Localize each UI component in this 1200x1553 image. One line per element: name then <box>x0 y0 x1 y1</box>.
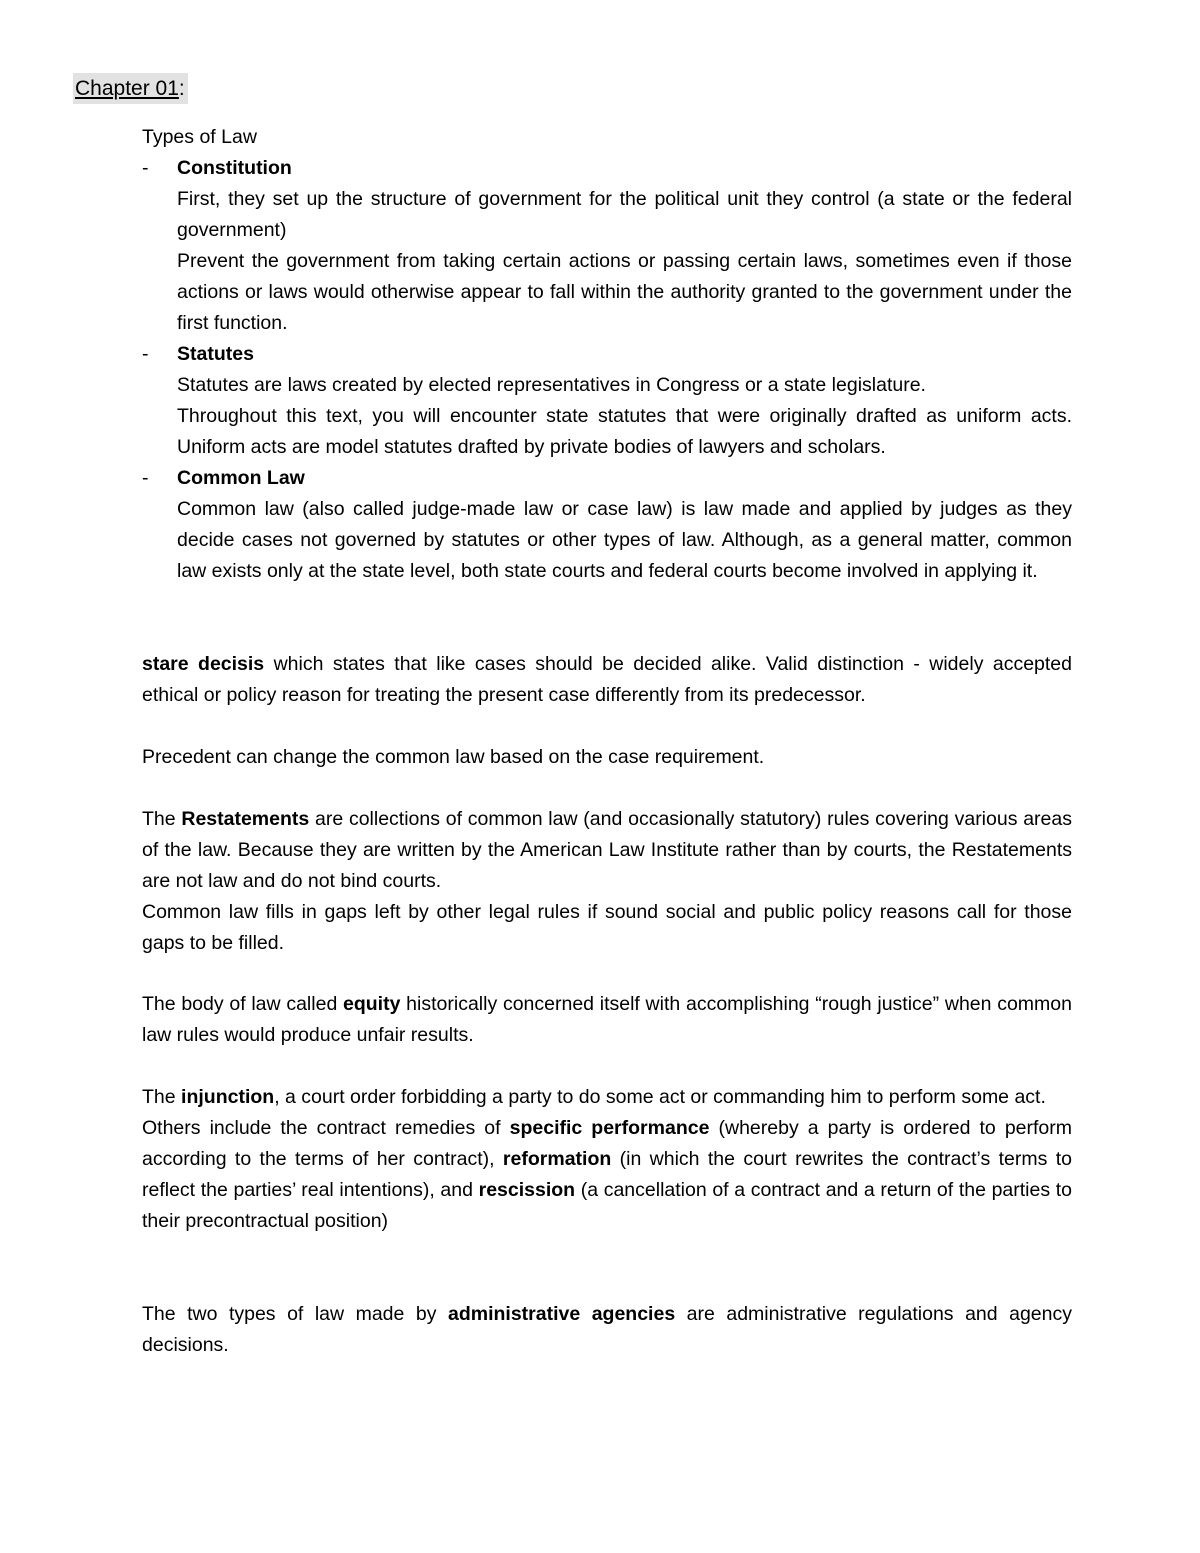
list-item-common-law <box>142 463 1072 587</box>
agencies-paragraph: The two types of law made by administrative agencies are administrative regulations and agency decisions. <box>142 1303 1072 1356</box>
list-item-paragraph: Throughout this text, you will encounter state statutes that were originally drafted as uniform acts. Uniform acts are model statutes drafted by private bodies of lawyers and scholars. <box>177 405 1072 458</box>
gaps-paragraph: Common law fills in gaps left by other legal rules if sound social and public policy reasons call for those gaps to be filled. <box>142 901 1072 954</box>
term-restatements: Restatements <box>181 808 310 830</box>
chapter-heading <box>73 73 188 104</box>
list-item-title: Constitution <box>177 157 292 179</box>
precedent-paragraph: Precedent can change the common law based on the case requirement. <box>142 746 765 768</box>
restatements-section <box>142 804 1072 959</box>
remedies-paragraph: Others include the contract remedies of specific performance (whereby a party is ordered to perform according to the terms of her contract), reformation (in which the court rewrites the contract’s terms to reflect the parties’ real intentions), and rescission (a cancellation of a contract and a return of the parties to their precontractual position) <box>142 1117 1072 1232</box>
equity-paragraph: The body of law called equity historically concerned itself with accomplishing “rough justice” when common law rules would produce unfair results. <box>142 993 1072 1046</box>
list-dash: - <box>142 343 149 365</box>
term-specific-performance: specific performance <box>509 1117 710 1139</box>
list-item-statutes <box>142 339 1072 463</box>
list-item-paragraph: Prevent the government from taking certain actions or passing certain laws, sometimes even if those actions or laws would otherwise appear to fall within the authority granted to the government under the first function. <box>177 250 1072 334</box>
types-heading: Types of Law <box>142 126 257 148</box>
list-item-title: Statutes <box>177 343 254 365</box>
list-dash: - <box>142 157 149 179</box>
term-equity: equity <box>343 993 401 1015</box>
chapter-title: Chapter 01 <box>75 77 179 100</box>
term-injunction: injunction <box>181 1086 275 1108</box>
chapter-colon: : <box>178 77 185 100</box>
list-item-constitution <box>142 153 1072 339</box>
injunction-paragraph: The injunction, a court order forbidding a party to do some act or commanding him to perform some act. <box>142 1086 1046 1108</box>
list-dash: - <box>142 467 149 489</box>
term-administrative-agencies: administrative agencies <box>447 1303 676 1325</box>
remedies-section <box>142 1082 1072 1237</box>
types-of-law-section <box>142 122 1072 587</box>
term-stare-decisis: stare decisis <box>142 653 265 675</box>
list-item-paragraph: Common law (also called judge-made law or case law) is law made and applied by judges as they decide cases not governed by statutes or other types of law. Although, as a general matter, common law exists only at the state level, both state courts and federal courts become involved in applying it. <box>177 498 1072 582</box>
list-item-title: Common Law <box>177 467 305 489</box>
term-rescission: rescission <box>478 1179 576 1201</box>
list-item-paragraph: Statutes are laws created by elected representatives in Congress or a state legislature. <box>177 374 926 396</box>
stare-decisis-paragraph: stare decisis which states that like cases should be decided alike. Valid distinction - widely accepted ethical or policy reason for treating the present case differently from its predecessor. <box>142 653 1072 706</box>
list-item-paragraph: First, they set up the structure of government for the political unit they control (a state or the federal government) <box>177 188 1072 241</box>
restatements-paragraph: The Restatements are collections of common law (and occasionally statutory) rules covering various areas of the law. Because they are written by the American Law Institute rather than by courts, the Restatements are not law and do not bind courts. <box>142 808 1072 892</box>
term-reformation: reformation <box>502 1148 612 1170</box>
